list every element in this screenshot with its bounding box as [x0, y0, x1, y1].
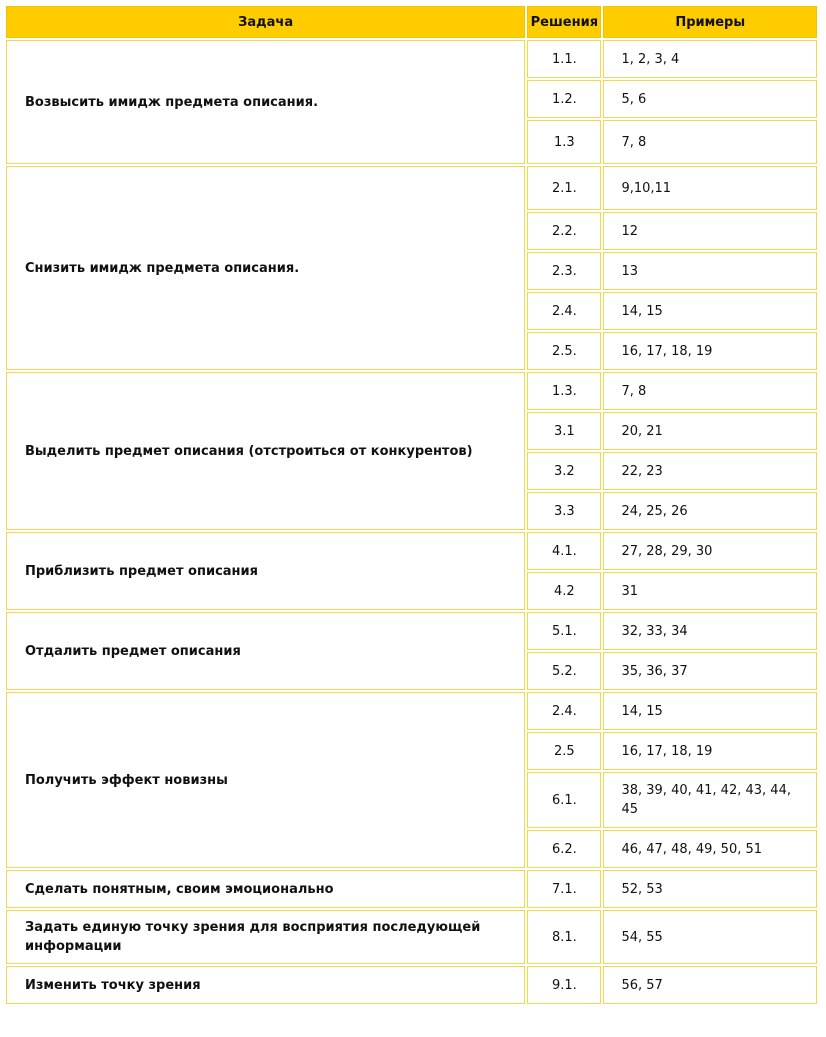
- table-row: [6, 870, 817, 908]
- solution-cell: 1.3.: [527, 372, 601, 410]
- header-examples: Примеры: [603, 6, 817, 38]
- examples-cell: 9,10,11: [603, 166, 817, 210]
- examples-cell: 24, 25, 26: [603, 492, 817, 530]
- examples-cell: 7, 8: [603, 372, 817, 410]
- examples-cell: 14, 15: [603, 292, 817, 330]
- solution-cell: 2.4.: [527, 692, 601, 730]
- examples-cell: 38, 39, 40, 41, 42, 43, 44, 45: [603, 772, 817, 828]
- task-cell: Снизить имидж предмета описания.: [6, 166, 525, 370]
- examples-cell: 7, 8: [603, 120, 817, 164]
- table-row: [6, 532, 817, 570]
- solution-cell: 2.5: [527, 732, 601, 770]
- examples-cell: 1, 2, 3, 4: [603, 40, 817, 78]
- examples-cell: 56, 57: [603, 966, 817, 1004]
- examples-cell: 14, 15: [603, 692, 817, 730]
- solutions-table: [4, 4, 819, 1006]
- examples-cell: 27, 28, 29, 30: [603, 532, 817, 570]
- solution-cell: 6.1.: [527, 772, 601, 828]
- solution-cell: 1.1.: [527, 40, 601, 78]
- examples-cell: 22, 23: [603, 452, 817, 490]
- table-body: [6, 40, 817, 1004]
- table-row: [6, 40, 817, 78]
- task-cell: Изменить точку зрения: [6, 966, 525, 1004]
- table-row: [6, 910, 817, 964]
- solution-cell: 4.1.: [527, 532, 601, 570]
- solution-cell: 2.2.: [527, 212, 601, 250]
- header-task: Задача: [6, 6, 525, 38]
- examples-cell: 5, 6: [603, 80, 817, 118]
- table-header-row: [6, 6, 817, 38]
- examples-cell: 16, 17, 18, 19: [603, 332, 817, 370]
- solution-cell: 2.4.: [527, 292, 601, 330]
- table-row: [6, 372, 817, 410]
- solution-cell: 3.2: [527, 452, 601, 490]
- task-cell: Получить эффект новизны: [6, 692, 525, 868]
- solution-cell: 7.1.: [527, 870, 601, 908]
- examples-cell: 20, 21: [603, 412, 817, 450]
- solution-cell: 3.1: [527, 412, 601, 450]
- solution-cell: 6.2.: [527, 830, 601, 868]
- table-row: [6, 966, 817, 1004]
- solution-cell: 5.1.: [527, 612, 601, 650]
- task-cell: Сделать понятным, своим эмоционально: [6, 870, 525, 908]
- table-row: [6, 692, 817, 730]
- examples-cell: 46, 47, 48, 49, 50, 51: [603, 830, 817, 868]
- solution-cell: 2.5.: [527, 332, 601, 370]
- solution-cell: 5.2.: [527, 652, 601, 690]
- examples-cell: 52, 53: [603, 870, 817, 908]
- solution-cell: 8.1.: [527, 910, 601, 964]
- examples-cell: 35, 36, 37: [603, 652, 817, 690]
- solution-cell: 2.1.: [527, 166, 601, 210]
- task-cell: Приблизить предмет описания: [6, 532, 525, 610]
- task-cell: Отдалить предмет описания: [6, 612, 525, 690]
- solution-cell: 4.2: [527, 572, 601, 610]
- examples-cell: 54, 55: [603, 910, 817, 964]
- examples-cell: 31: [603, 572, 817, 610]
- table-row: [6, 612, 817, 650]
- solution-cell: 2.3.: [527, 252, 601, 290]
- header-solutions: Решения: [527, 6, 601, 38]
- solution-cell: 9.1.: [527, 966, 601, 1004]
- table-row: [6, 166, 817, 210]
- examples-cell: 13: [603, 252, 817, 290]
- solution-cell: 1.2.: [527, 80, 601, 118]
- examples-cell: 12: [603, 212, 817, 250]
- examples-cell: 16, 17, 18, 19: [603, 732, 817, 770]
- solution-cell: 3.3: [527, 492, 601, 530]
- task-cell: Задать единую точку зрения для восприятия последующей информации: [6, 910, 525, 964]
- task-cell: Выделить предмет описания (отстроиться от конкурентов): [6, 372, 525, 530]
- solution-cell: 1.3: [527, 120, 601, 164]
- task-cell: Возвысить имидж предмета описания.: [6, 40, 525, 164]
- examples-cell: 32, 33, 34: [603, 612, 817, 650]
